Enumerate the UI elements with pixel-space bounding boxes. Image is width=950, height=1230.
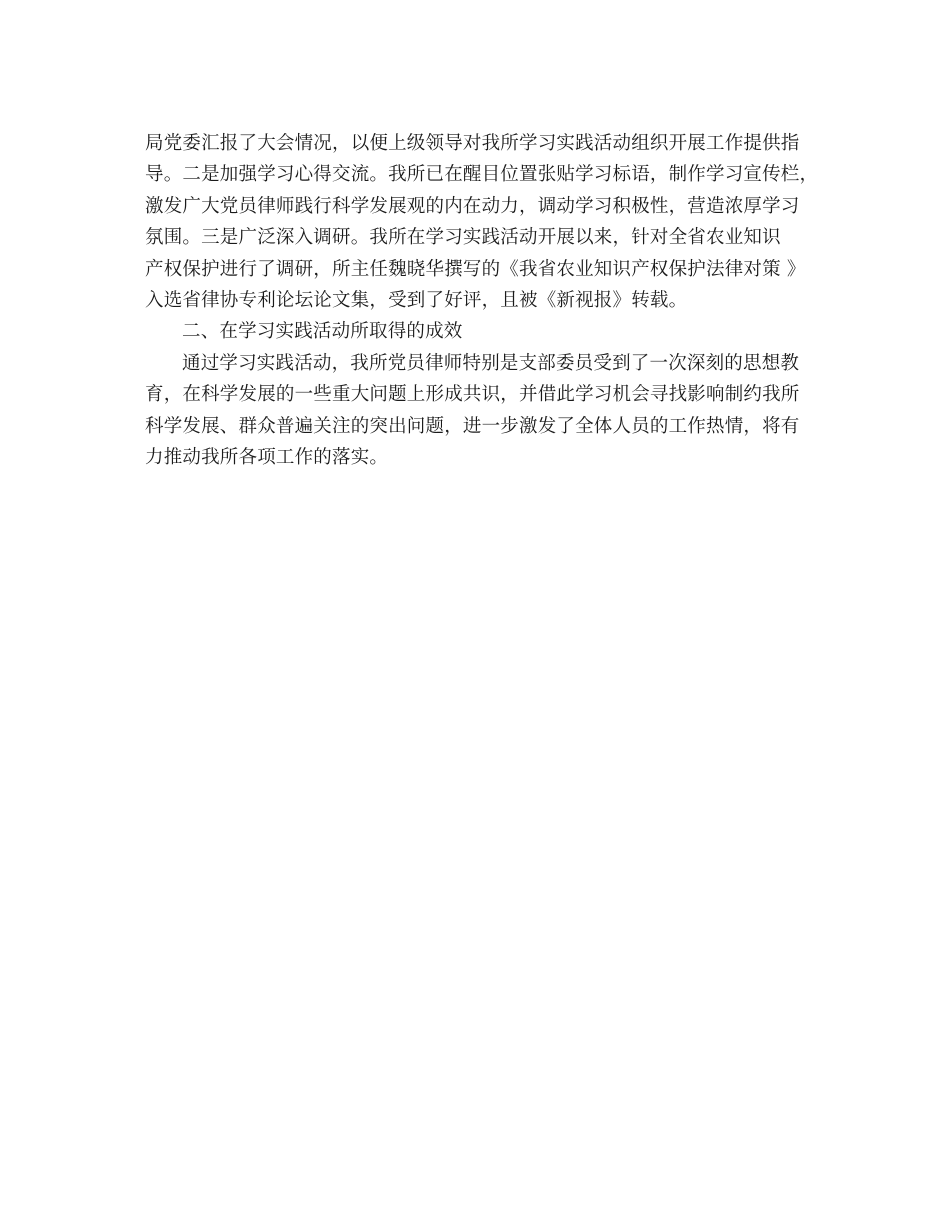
paragraph-line: 局党委汇报了大会情况，以便上级领导对我所学习实践活动组织开展工作提供指 (145, 133, 800, 154)
paragraph-line: 激发广大党员律师践行科学发展观的内在动力，调动学习积极性，营造浓厚学习 (145, 195, 800, 217)
paragraph-line: 科学发展、群众普遍关注的突出问题，进一步激发了全体人员的工作热情，将有 (145, 415, 800, 437)
section-heading: 二、在学习实践活动所取得的成效 (182, 321, 463, 343)
paragraph-line: 入选省律协专利论坛论文集，受到了好评，且被《新视报》转载。 (145, 289, 688, 311)
paragraph-line: 氛围。三是广泛深入调研。我所在学习实践活动开展以来，针对全省农业知识 (145, 227, 781, 249)
paragraph-line: 导。二是加强学习心得交流。我所已在醒目位置张贴学习标语，制作学习宣传栏， (145, 164, 819, 186)
paragraph-line: 力推动我所各项工作的落实。 (145, 446, 389, 468)
document-body (145, 128, 819, 473)
paragraph-line: 通过学习实践活动，我所党员律师特别是支部委员受到了一次深刻的思想教 (182, 352, 800, 374)
paragraph-line: 育，在科学发展的一些重大问题上形成共识，并借此学习机会寻找影响制约我所 (145, 384, 800, 406)
paragraph-line: 产权保护进行了调研，所主任魏晓华撰写的《我省农业知识产权保护法律对策 》 (145, 258, 806, 280)
